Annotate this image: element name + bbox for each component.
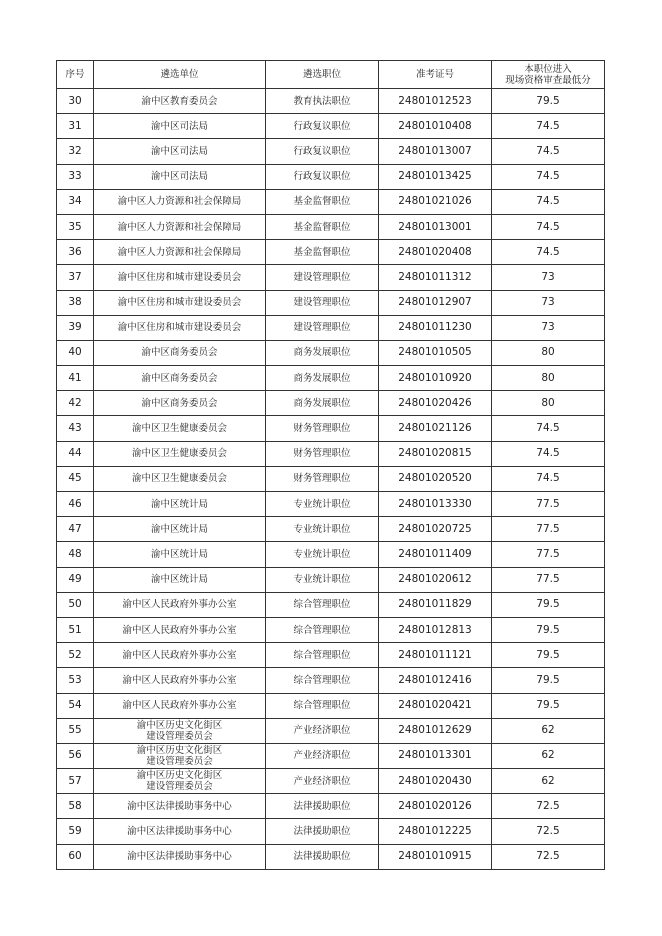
table-row: [57, 668, 605, 693]
cell-position: 商务发展职位: [266, 340, 379, 365]
cell-position: 行政复议职位: [266, 139, 379, 164]
cell-min-score: 72.5: [492, 819, 605, 844]
cell-unit: 渝中区商务委员会: [94, 340, 266, 365]
cell-unit: 渝中区住房和城市建设委员会: [94, 290, 266, 315]
cell-unit: 渝中区人民政府外事办公室: [94, 668, 266, 693]
cell-position: 基金监督职位: [266, 214, 379, 239]
cell-unit: 渝中区统计局: [94, 492, 266, 517]
cell-position: 综合管理职位: [266, 668, 379, 693]
cell-index: 34: [57, 189, 94, 214]
cell-min-score: 79.5: [492, 693, 605, 718]
cell-index: 47: [57, 517, 94, 542]
cell-ticket-number: 24801011230: [379, 315, 492, 340]
cell-ticket-number: 24801012523: [379, 89, 492, 114]
cell-unit: 渝中区司法局: [94, 139, 266, 164]
table-row: [57, 542, 605, 567]
cell-min-score: 80: [492, 366, 605, 391]
cell-position: 行政复议职位: [266, 114, 379, 139]
cell-ticket-number: 24801010920: [379, 366, 492, 391]
table-row: [57, 718, 605, 743]
cell-index: 52: [57, 643, 94, 668]
cell-position: 商务发展职位: [266, 366, 379, 391]
cell-unit: 渝中区商务委员会: [94, 391, 266, 416]
cell-position: 综合管理职位: [266, 643, 379, 668]
cell-min-score: 80: [492, 340, 605, 365]
cell-position: 综合管理职位: [266, 617, 379, 642]
cell-ticket-number: 24801021026: [379, 189, 492, 214]
cell-ticket-number: 24801012813: [379, 617, 492, 642]
table-row: [57, 114, 605, 139]
cell-position: 综合管理职位: [266, 693, 379, 718]
cell-ticket-number: 24801020421: [379, 693, 492, 718]
cell-index: 43: [57, 416, 94, 441]
cell-unit: 渝中区人民政府外事办公室: [94, 693, 266, 718]
cell-min-score: 73: [492, 290, 605, 315]
cell-min-score: 79.5: [492, 668, 605, 693]
cell-position: 商务发展职位: [266, 391, 379, 416]
cell-unit: 渝中区教育委员会: [94, 89, 266, 114]
table-row: [57, 265, 605, 290]
cell-ticket-number: 24801013001: [379, 214, 492, 239]
cell-index: 56: [57, 743, 94, 768]
table-row: [57, 391, 605, 416]
header-min-score: 本职位进入 现场资格审查最低分: [492, 61, 605, 89]
cell-unit: 渝中区住房和城市建设委员会: [94, 315, 266, 340]
cell-unit: 渝中区人力资源和社会保障局: [94, 214, 266, 239]
cell-min-score: 77.5: [492, 542, 605, 567]
cell-index: 45: [57, 466, 94, 491]
cell-position: 产业经济职位: [266, 718, 379, 743]
cell-ticket-number: 24801020815: [379, 441, 492, 466]
cell-unit: 渝中区统计局: [94, 542, 266, 567]
cell-min-score: 74.5: [492, 139, 605, 164]
cell-ticket-number: 24801012416: [379, 668, 492, 693]
cell-index: 49: [57, 567, 94, 592]
table-row: [57, 844, 605, 869]
cell-index: 30: [57, 89, 94, 114]
table-row: [57, 214, 605, 239]
cell-index: 51: [57, 617, 94, 642]
cell-unit: 渝中区司法局: [94, 164, 266, 189]
cell-position: 行政复议职位: [266, 164, 379, 189]
table-row: [57, 189, 605, 214]
cell-position: 专业统计职位: [266, 567, 379, 592]
cell-min-score: 73: [492, 315, 605, 340]
table-row: [57, 643, 605, 668]
cell-ticket-number: 24801012629: [379, 718, 492, 743]
cell-ticket-number: 24801021126: [379, 416, 492, 441]
cell-position: 教育执法职位: [266, 89, 379, 114]
cell-index: 37: [57, 265, 94, 290]
cell-position: 基金监督职位: [266, 240, 379, 265]
cell-min-score: 74.5: [492, 441, 605, 466]
table-row: [57, 441, 605, 466]
cell-position: 财务管理职位: [266, 466, 379, 491]
cell-unit: 渝中区司法局: [94, 114, 266, 139]
cell-min-score: 72.5: [492, 844, 605, 869]
cell-position: 法律援助职位: [266, 844, 379, 869]
table-row: [57, 693, 605, 718]
table-row: [57, 466, 605, 491]
table-row: [57, 567, 605, 592]
cell-min-score: 77.5: [492, 567, 605, 592]
cell-unit: 渝中区统计局: [94, 567, 266, 592]
cell-position: 财务管理职位: [266, 416, 379, 441]
cell-unit: 渝中区人民政府外事办公室: [94, 592, 266, 617]
table-row: [57, 139, 605, 164]
cell-index: 38: [57, 290, 94, 315]
cell-ticket-number: 24801011121: [379, 643, 492, 668]
cell-unit: 渝中区统计局: [94, 517, 266, 542]
cell-index: 35: [57, 214, 94, 239]
cell-ticket-number: 24801020520: [379, 466, 492, 491]
cell-ticket-number: 24801012907: [379, 290, 492, 315]
cell-ticket-number: 24801020430: [379, 769, 492, 794]
cell-ticket-number: 24801013425: [379, 164, 492, 189]
cell-unit: 渝中区法律援助事务中心: [94, 794, 266, 819]
table-row: [57, 164, 605, 189]
cell-index: 60: [57, 844, 94, 869]
cell-position: 基金监督职位: [266, 189, 379, 214]
cell-unit: 渝中区历史文化街区 建设管理委员会: [94, 743, 266, 768]
cell-index: 53: [57, 668, 94, 693]
cell-unit: 渝中区人力资源和社会保障局: [94, 189, 266, 214]
cell-index: 50: [57, 592, 94, 617]
cell-index: 48: [57, 542, 94, 567]
table-row: [57, 819, 605, 844]
cell-ticket-number: 24801020612: [379, 567, 492, 592]
cell-ticket-number: 24801013007: [379, 139, 492, 164]
cell-min-score: 74.5: [492, 164, 605, 189]
header-row: [57, 61, 605, 89]
cell-min-score: 74.5: [492, 416, 605, 441]
table-row: [57, 315, 605, 340]
cell-index: 39: [57, 315, 94, 340]
cell-min-score: 74.5: [492, 214, 605, 239]
cell-ticket-number: 24801011829: [379, 592, 492, 617]
cell-position: 建设管理职位: [266, 315, 379, 340]
cell-min-score: 62: [492, 718, 605, 743]
header-ticket-number: 准考证号: [379, 61, 492, 89]
cell-min-score: 79.5: [492, 643, 605, 668]
cell-unit: 渝中区历史文化街区 建设管理委员会: [94, 769, 266, 794]
cell-ticket-number: 24801010408: [379, 114, 492, 139]
cell-index: 58: [57, 794, 94, 819]
table-row: [57, 89, 605, 114]
cell-index: 33: [57, 164, 94, 189]
cell-ticket-number: 24801011312: [379, 265, 492, 290]
cell-min-score: 79.5: [492, 592, 605, 617]
cell-unit: 渝中区人民政府外事办公室: [94, 617, 266, 642]
table-row: [57, 769, 605, 794]
cell-min-score: 62: [492, 743, 605, 768]
header-index: 序号: [57, 61, 94, 89]
cell-unit: 渝中区人民政府外事办公室: [94, 643, 266, 668]
cell-ticket-number: 24801013301: [379, 743, 492, 768]
cell-index: 57: [57, 769, 94, 794]
cell-index: 46: [57, 492, 94, 517]
cell-index: 44: [57, 441, 94, 466]
cell-index: 31: [57, 114, 94, 139]
cell-index: 32: [57, 139, 94, 164]
cell-ticket-number: 24801020126: [379, 794, 492, 819]
header-position: 遴选职位: [266, 61, 379, 89]
table-row: [57, 743, 605, 768]
cell-min-score: 73: [492, 265, 605, 290]
cell-position: 专业统计职位: [266, 542, 379, 567]
cell-position: 产业经济职位: [266, 743, 379, 768]
table-body: [57, 89, 605, 870]
cell-min-score: 79.5: [492, 617, 605, 642]
cell-unit: 渝中区法律援助事务中心: [94, 844, 266, 869]
cell-position: 法律援助职位: [266, 819, 379, 844]
cell-min-score: 72.5: [492, 794, 605, 819]
cell-position: 综合管理职位: [266, 592, 379, 617]
cell-unit: 渝中区住房和城市建设委员会: [94, 265, 266, 290]
cell-index: 40: [57, 340, 94, 365]
table-row: [57, 794, 605, 819]
table-row: [57, 240, 605, 265]
cell-index: 59: [57, 819, 94, 844]
cell-min-score: 62: [492, 769, 605, 794]
cell-index: 55: [57, 718, 94, 743]
cell-position: 财务管理职位: [266, 441, 379, 466]
cell-min-score: 74.5: [492, 240, 605, 265]
table-row: [57, 592, 605, 617]
header-unit: 遴选单位: [94, 61, 266, 89]
table-row: [57, 617, 605, 642]
cell-min-score: 74.5: [492, 189, 605, 214]
cell-min-score: 79.5: [492, 89, 605, 114]
cell-index: 54: [57, 693, 94, 718]
cell-ticket-number: 24801012225: [379, 819, 492, 844]
cell-position: 专业统计职位: [266, 492, 379, 517]
cell-min-score: 74.5: [492, 466, 605, 491]
cell-min-score: 77.5: [492, 517, 605, 542]
table-row: [57, 517, 605, 542]
cell-position: 法律援助职位: [266, 794, 379, 819]
cell-unit: 渝中区人力资源和社会保障局: [94, 240, 266, 265]
cell-ticket-number: 24801011409: [379, 542, 492, 567]
score-table: [56, 60, 605, 870]
cell-unit: 渝中区历史文化街区 建设管理委员会: [94, 718, 266, 743]
cell-position: 产业经济职位: [266, 769, 379, 794]
cell-ticket-number: 24801020408: [379, 240, 492, 265]
cell-position: 建设管理职位: [266, 265, 379, 290]
cell-ticket-number: 24801010505: [379, 340, 492, 365]
cell-index: 42: [57, 391, 94, 416]
table-row: [57, 416, 605, 441]
table-row: [57, 492, 605, 517]
cell-ticket-number: 24801020426: [379, 391, 492, 416]
cell-index: 36: [57, 240, 94, 265]
cell-ticket-number: 24801020725: [379, 517, 492, 542]
cell-position: 专业统计职位: [266, 517, 379, 542]
table-row: [57, 366, 605, 391]
cell-unit: 渝中区法律援助事务中心: [94, 819, 266, 844]
table-row: [57, 340, 605, 365]
cell-min-score: 80: [492, 391, 605, 416]
cell-ticket-number: 24801010915: [379, 844, 492, 869]
table-header: [57, 61, 605, 89]
cell-position: 建设管理职位: [266, 290, 379, 315]
cell-unit: 渝中区卫生健康委员会: [94, 466, 266, 491]
cell-min-score: 74.5: [492, 114, 605, 139]
cell-unit: 渝中区卫生健康委员会: [94, 441, 266, 466]
cell-unit: 渝中区商务委员会: [94, 366, 266, 391]
cell-unit: 渝中区卫生健康委员会: [94, 416, 266, 441]
cell-index: 41: [57, 366, 94, 391]
table-row: [57, 290, 605, 315]
cell-ticket-number: 24801013330: [379, 492, 492, 517]
cell-min-score: 77.5: [492, 492, 605, 517]
